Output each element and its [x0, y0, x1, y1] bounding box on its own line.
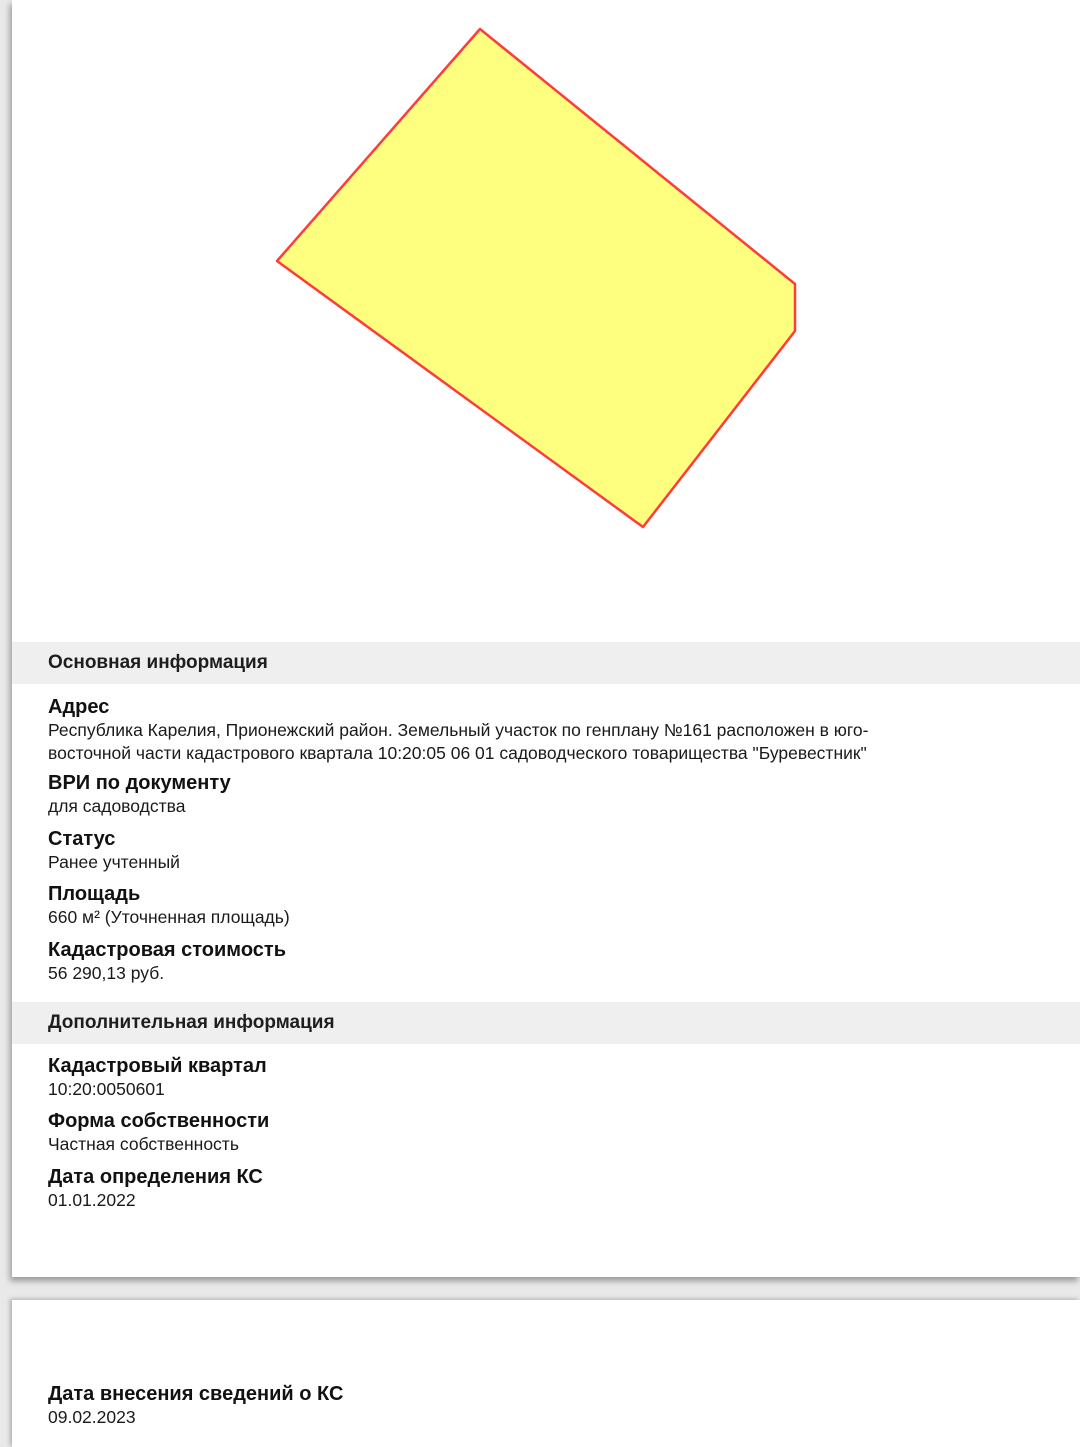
ks-date-value: 01.01.2022 [48, 1190, 136, 1210]
parcel-map-svg [12, 0, 1080, 640]
parcel-polygon[interactable] [277, 29, 795, 527]
main-info-header: Основная информация [12, 642, 1080, 684]
ks-entry-date-value: 09.02.2023 [48, 1407, 136, 1427]
area-field [48, 882, 1038, 929]
vri-label: ВРИ по документу [48, 772, 231, 794]
parcel-map[interactable] [12, 0, 1080, 640]
info-card [12, 0, 1080, 1277]
ks-date-label: Дата определения КС [48, 1166, 263, 1188]
address-label: Адрес [48, 696, 110, 718]
address-value-line1: Республика Карелия, Прионежский район. Земельный участок по генплану №161 расположен в юго- [48, 720, 869, 740]
status-label: Статус [48, 828, 116, 850]
cadastral-cost-value: 56 290,13 руб. [48, 963, 165, 983]
ownership-label: Форма собственности [48, 1110, 270, 1132]
area-label: Площадь [48, 883, 141, 905]
status-field [48, 827, 1038, 874]
ks-entry-date-label: Дата внесения сведений о КС [48, 1383, 344, 1405]
vri-field [48, 771, 1038, 818]
cadastral-cost-field [48, 938, 1038, 985]
cadastral-quarter-value: 10:20:0050601 [48, 1079, 165, 1099]
extra-info-header: Дополнительная информация [12, 1002, 1080, 1044]
cadastral-quarter-field [48, 1054, 1038, 1101]
ownership-field [48, 1109, 1038, 1156]
status-value: Ранее учтенный [48, 852, 180, 872]
vri-value: для садоводства [48, 796, 186, 816]
info-card-continued [12, 1300, 1080, 1447]
ks-date-field [48, 1165, 1038, 1212]
address-value-line2: восточной части кадастрового квартала 10:20:05 06 01 садоводческого товарищества "Буревестник" [48, 743, 867, 763]
cadastral-cost-label: Кадастровая стоимость [48, 939, 286, 961]
ks-entry-date-field [48, 1382, 1038, 1429]
address-field [48, 695, 1038, 765]
area-value: 660 м² (Уточненная площадь) [48, 907, 290, 927]
cadastral-quarter-label: Кадастровый квартал [48, 1055, 267, 1077]
ownership-value: Частная собственность [48, 1134, 239, 1154]
